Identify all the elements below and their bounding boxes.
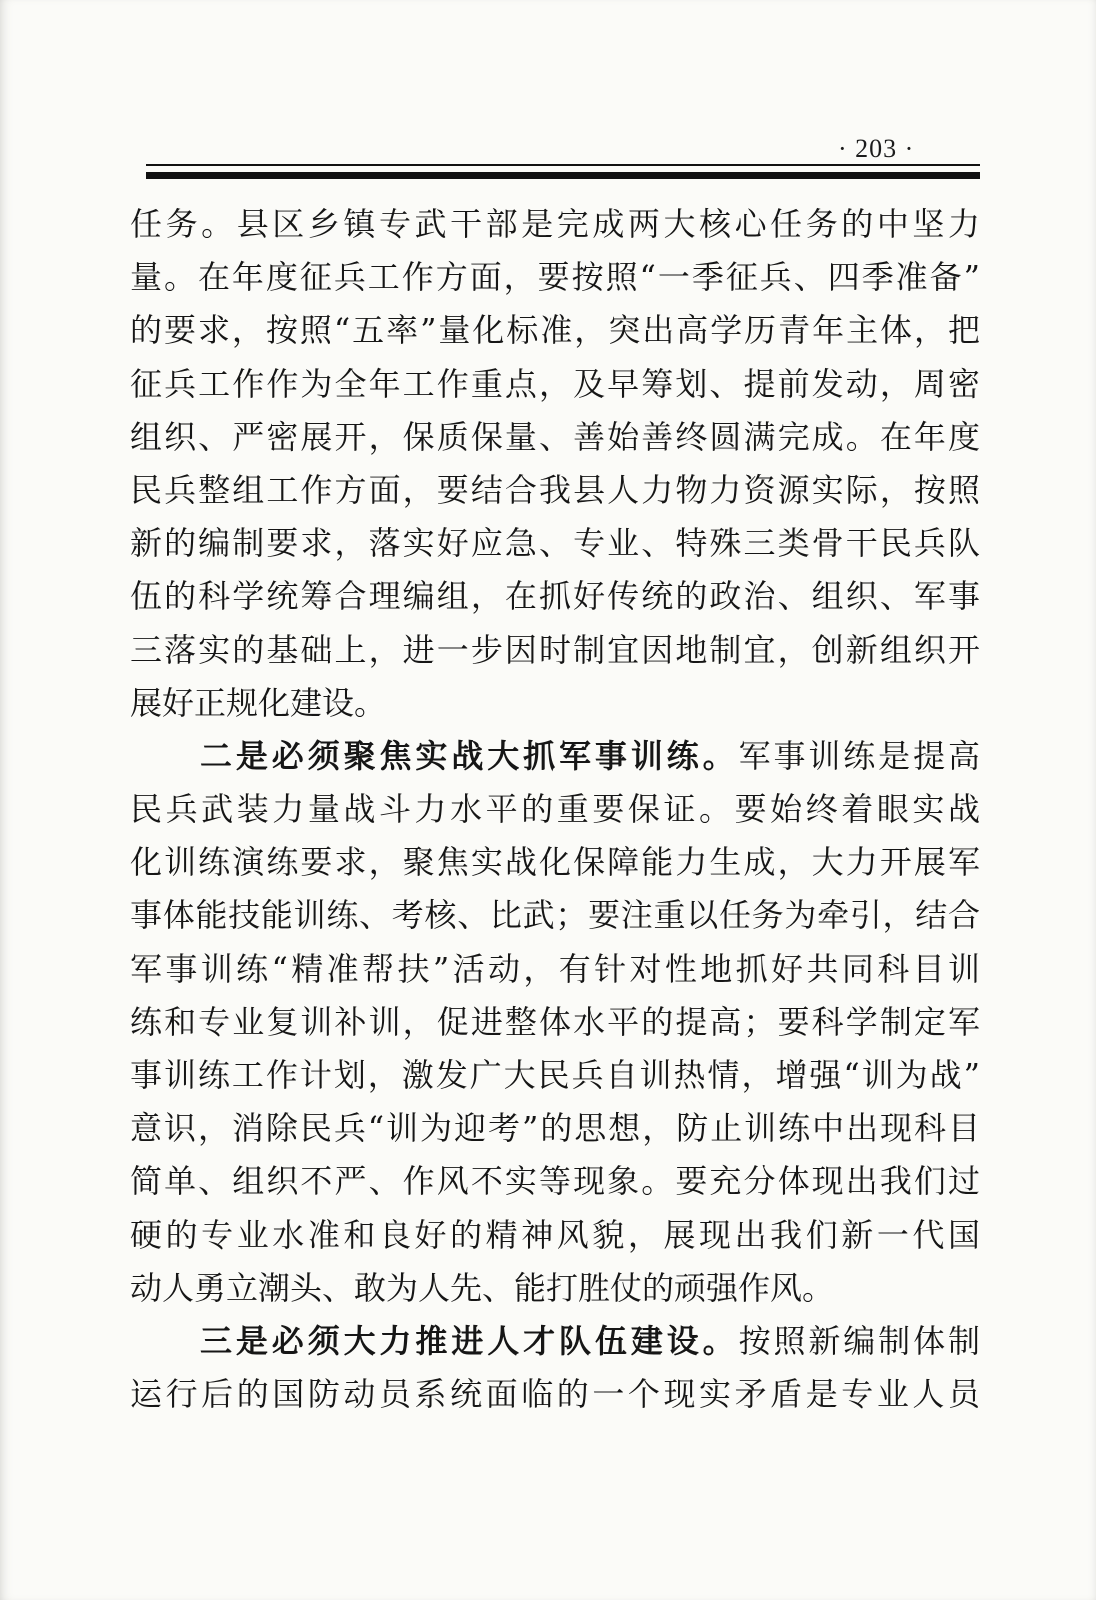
text-line: 的要求，按照“五率”量化标准，突出高学历青年主体，把: [130, 311, 980, 350]
paragraph-2-first-text: 军事训练是提高: [738, 736, 980, 775]
page-number: · 203 ·: [838, 134, 915, 163]
text-line: 伍的科学统筹合理编组，在抓好传统的政治、组织、军事: [130, 577, 980, 616]
body-text: [130, 198, 980, 1421]
paragraph-3-first-text: 按照新编制体制: [738, 1321, 980, 1360]
paragraph-2-heading: 二是必须聚焦实战大抓军事训练。: [200, 736, 739, 775]
text-line: 任务。县区乡镇专武干部是完成两大核心任务的中坚力: [130, 205, 980, 243]
paragraph-3-first-line: [130, 1315, 980, 1368]
text-line: 民兵整组工作方面，要结合我县人力物力资源实际，按照: [130, 470, 980, 509]
text-line: 展好正规化建设。: [130, 683, 387, 722]
text-line: 征兵工作作为全年工作重点，及早筹划、提前发动，周密: [130, 364, 980, 403]
paragraph-3-heading: 三是必须大力推进人才队伍建设。: [200, 1321, 739, 1360]
text-line: 化训练演练要求，聚焦实战化保障能力生成，大力开展军: [130, 843, 980, 882]
text-line: 意识，消除民兵“训为迎考”的思想，防止训练中出现科目: [130, 1109, 980, 1148]
text-line: 军事训练“精准帮扶”活动，有针对性地抓好共同科目训: [130, 949, 980, 988]
paragraph-2-first-line: [130, 730, 980, 783]
text-line: 组织、严密展开，保质保量、善始善终圆满完成。在年度: [130, 417, 980, 456]
text-line: 运行后的国防动员系统面临的一个现实矛盾是专业人员: [130, 1375, 980, 1414]
text-line: 动人勇立潮头、敢为人先、能打胜仗的顽强作风。: [130, 1268, 835, 1307]
text-line: 三落实的基础上，进一步因时制宜因地制宜，创新组织开: [130, 630, 980, 669]
text-line: 练和专业复训补训，促进整体水平的提高；要科学制定军: [130, 1002, 980, 1041]
text-line: 事体能技能训练、考核、比武；要注重以任务为牵引，结合: [130, 896, 980, 935]
text-line: 硬的专业水准和良好的精神风貌，展现出我们新一代国: [130, 1215, 980, 1254]
text-line: 量。在年度征兵工作方面，要按照“一季征兵、四季准备”: [130, 258, 980, 297]
header-rule-thin: [146, 164, 980, 166]
header-rule-thick: [146, 172, 980, 179]
text-line: 事训练工作计划，激发广大民兵自训热情，增强“训为战”: [130, 1056, 980, 1094]
text-line: 民兵武装力量战斗力水平的重要保证。要始终着眼实战: [130, 790, 980, 829]
text-line: 新的编制要求，落实好应急、专业、特殊三类骨干民兵队: [130, 524, 980, 563]
text-line: 简单、组织不严、作风不实等现象。要充分体现出我们过: [130, 1162, 980, 1201]
